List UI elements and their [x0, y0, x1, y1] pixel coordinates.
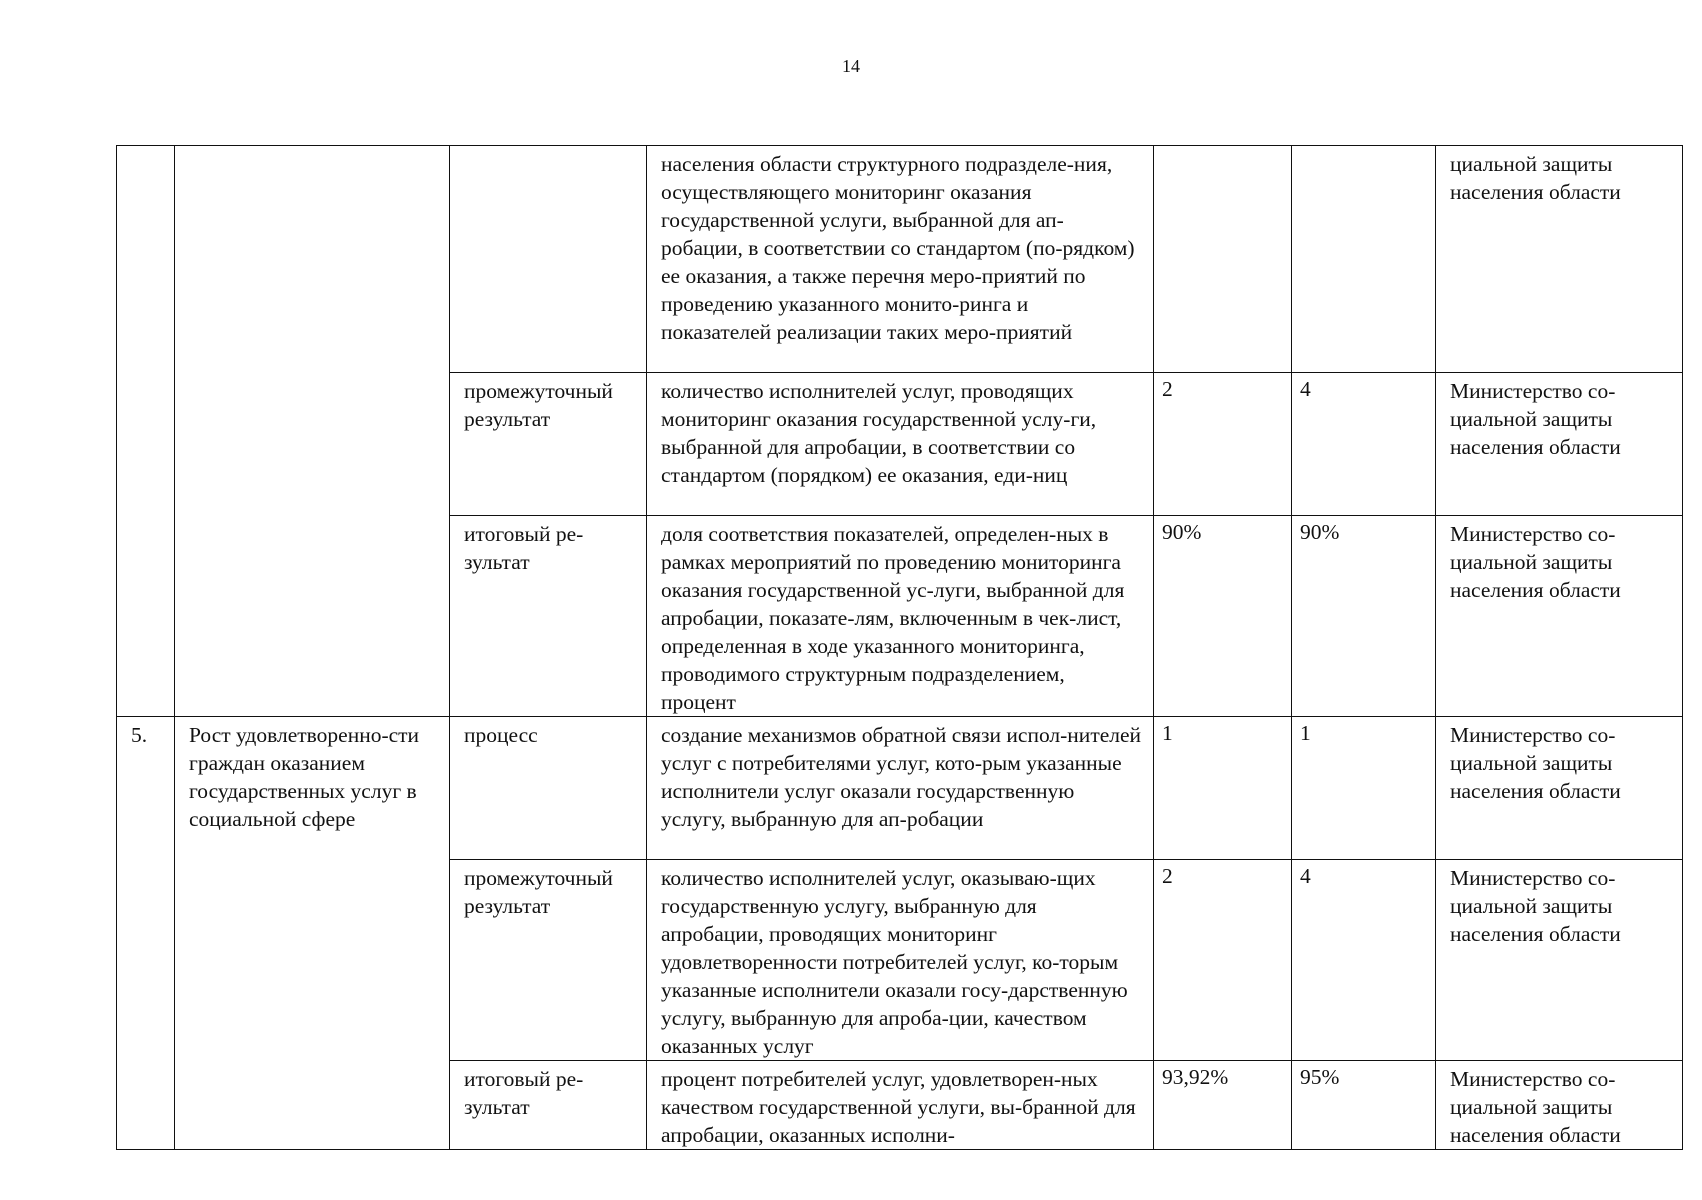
responsible-cell: [1436, 1061, 1683, 1150]
value-1-cell: [1154, 516, 1292, 717]
description-cell: [647, 516, 1154, 717]
value-2-cell: [1292, 717, 1436, 860]
value-1-cell: [1154, 146, 1292, 373]
description-cell: [647, 717, 1154, 860]
responsible-text: Министерство со-циальной защиты населения области: [1450, 522, 1621, 602]
value-1: 90%: [1162, 520, 1202, 544]
indicator-type-cell: [450, 146, 647, 373]
responsible-text: Министерство со-циальной защиты населения области: [1450, 723, 1621, 803]
goal-text: Рост удовлетворенно-сти граждан оказанием государственных услуг в социальной сфере: [189, 723, 420, 831]
table-row: [117, 717, 1683, 860]
value-1: 1: [1162, 721, 1173, 745]
table-row: [117, 146, 1683, 373]
indicator-type-cell: [450, 717, 647, 860]
indicator-type-cell: [450, 373, 647, 516]
value-2: 1: [1300, 721, 1311, 745]
value-2-cell: [1292, 373, 1436, 516]
indicator-type: итоговый ре-зультат: [464, 1067, 584, 1119]
value-2-cell: [1292, 1061, 1436, 1150]
indicator-type-cell: [450, 516, 647, 717]
row-number-cell: [117, 717, 175, 1150]
value-1-cell: [1154, 860, 1292, 1061]
description-text: количество исполнителей услуг, оказываю-щих государственную услугу, выбранную для апробации, проводящих мониторинг удовлетворенности потребителей услуг, ко-торым указанные исполнители оказали госу-дарственную услугу, выбранную для апроба-ции, качеством оказанных услуг: [661, 866, 1128, 1058]
goal-cell: [175, 717, 450, 1150]
value-1-cell: [1154, 1061, 1292, 1150]
responsible-text: Министерство со-циальной защиты населения области: [1450, 866, 1621, 946]
row-number: 5.: [131, 723, 148, 747]
value-2-cell: [1292, 516, 1436, 717]
indicator-type: промежуточный результат: [464, 866, 613, 918]
responsible-cell: [1436, 516, 1683, 717]
description-text: процент потребителей услуг, удовлетворен-ных качеством государственной услуги, вы-бранной для апробации, оказанных исполни-: [661, 1067, 1136, 1147]
description-cell: [647, 1061, 1154, 1150]
indicators-table: [116, 145, 1683, 1150]
responsible-text: Министерство со-циальной защиты населения области: [1450, 1067, 1621, 1147]
responsible-cell: [1436, 146, 1683, 373]
indicator-type: процесс: [464, 723, 538, 747]
row-number-cell: [117, 146, 175, 717]
value-1-cell: [1154, 717, 1292, 860]
responsible-text: Министерство со-циальной защиты населения области: [1450, 379, 1621, 459]
responsible-cell: [1436, 860, 1683, 1061]
value-2: 90%: [1300, 520, 1340, 544]
description-text: создание механизмов обратной связи испол-нителей услуг с потребителями услуг, кото-рым указанные исполнители услуг оказали государственную услугу, выбранную для ап-робации: [661, 723, 1142, 831]
description-cell: [647, 146, 1154, 373]
responsible-text: циальной защиты населения области: [1450, 152, 1621, 204]
value-2: 4: [1300, 864, 1311, 888]
goal-cell: [175, 146, 450, 717]
value-2: 95%: [1300, 1065, 1340, 1089]
description-text: населения области структурного подразделе-ния, осуществляющего мониторинг оказания государственной услуги, выбранной для ап-робации, в соответствии со стандартом (по-рядком) ее оказания, а также перечня меро-приятий по проведению указанного монито-ринга и показателей реализации таких меро-приятий: [661, 152, 1135, 344]
description-text: количество исполнителей услуг, проводящих мониторинг оказания государственной услу-ги, выбранной для апробации, в соответствии со стандартом (порядком) ее оказания, еди-ниц: [661, 379, 1097, 487]
page-number: 14: [842, 56, 860, 76]
description-cell: [647, 373, 1154, 516]
indicator-type-cell: [450, 860, 647, 1061]
indicator-type: итоговый ре-зультат: [464, 522, 584, 574]
description-text: доля соответствия показателей, определен-ных в рамках мероприятий по проведению мониторинга оказания государственной ус-луги, выбранной для апробации, показате-лям, включенным в чек-лист, определенная в ходе указанного мониторинга, проводимого структурным подразделением, процент: [661, 522, 1125, 714]
value-1: 93,92%: [1162, 1065, 1229, 1089]
responsible-cell: [1436, 373, 1683, 516]
value-2-cell: [1292, 146, 1436, 373]
value-2: 4: [1300, 377, 1311, 401]
value-1: 2: [1162, 377, 1173, 401]
value-1: 2: [1162, 864, 1173, 888]
indicator-type: промежуточный результат: [464, 379, 613, 431]
value-1-cell: [1154, 373, 1292, 516]
responsible-cell: [1436, 717, 1683, 860]
indicator-type-cell: [450, 1061, 647, 1150]
description-cell: [647, 860, 1154, 1061]
value-2-cell: [1292, 860, 1436, 1061]
